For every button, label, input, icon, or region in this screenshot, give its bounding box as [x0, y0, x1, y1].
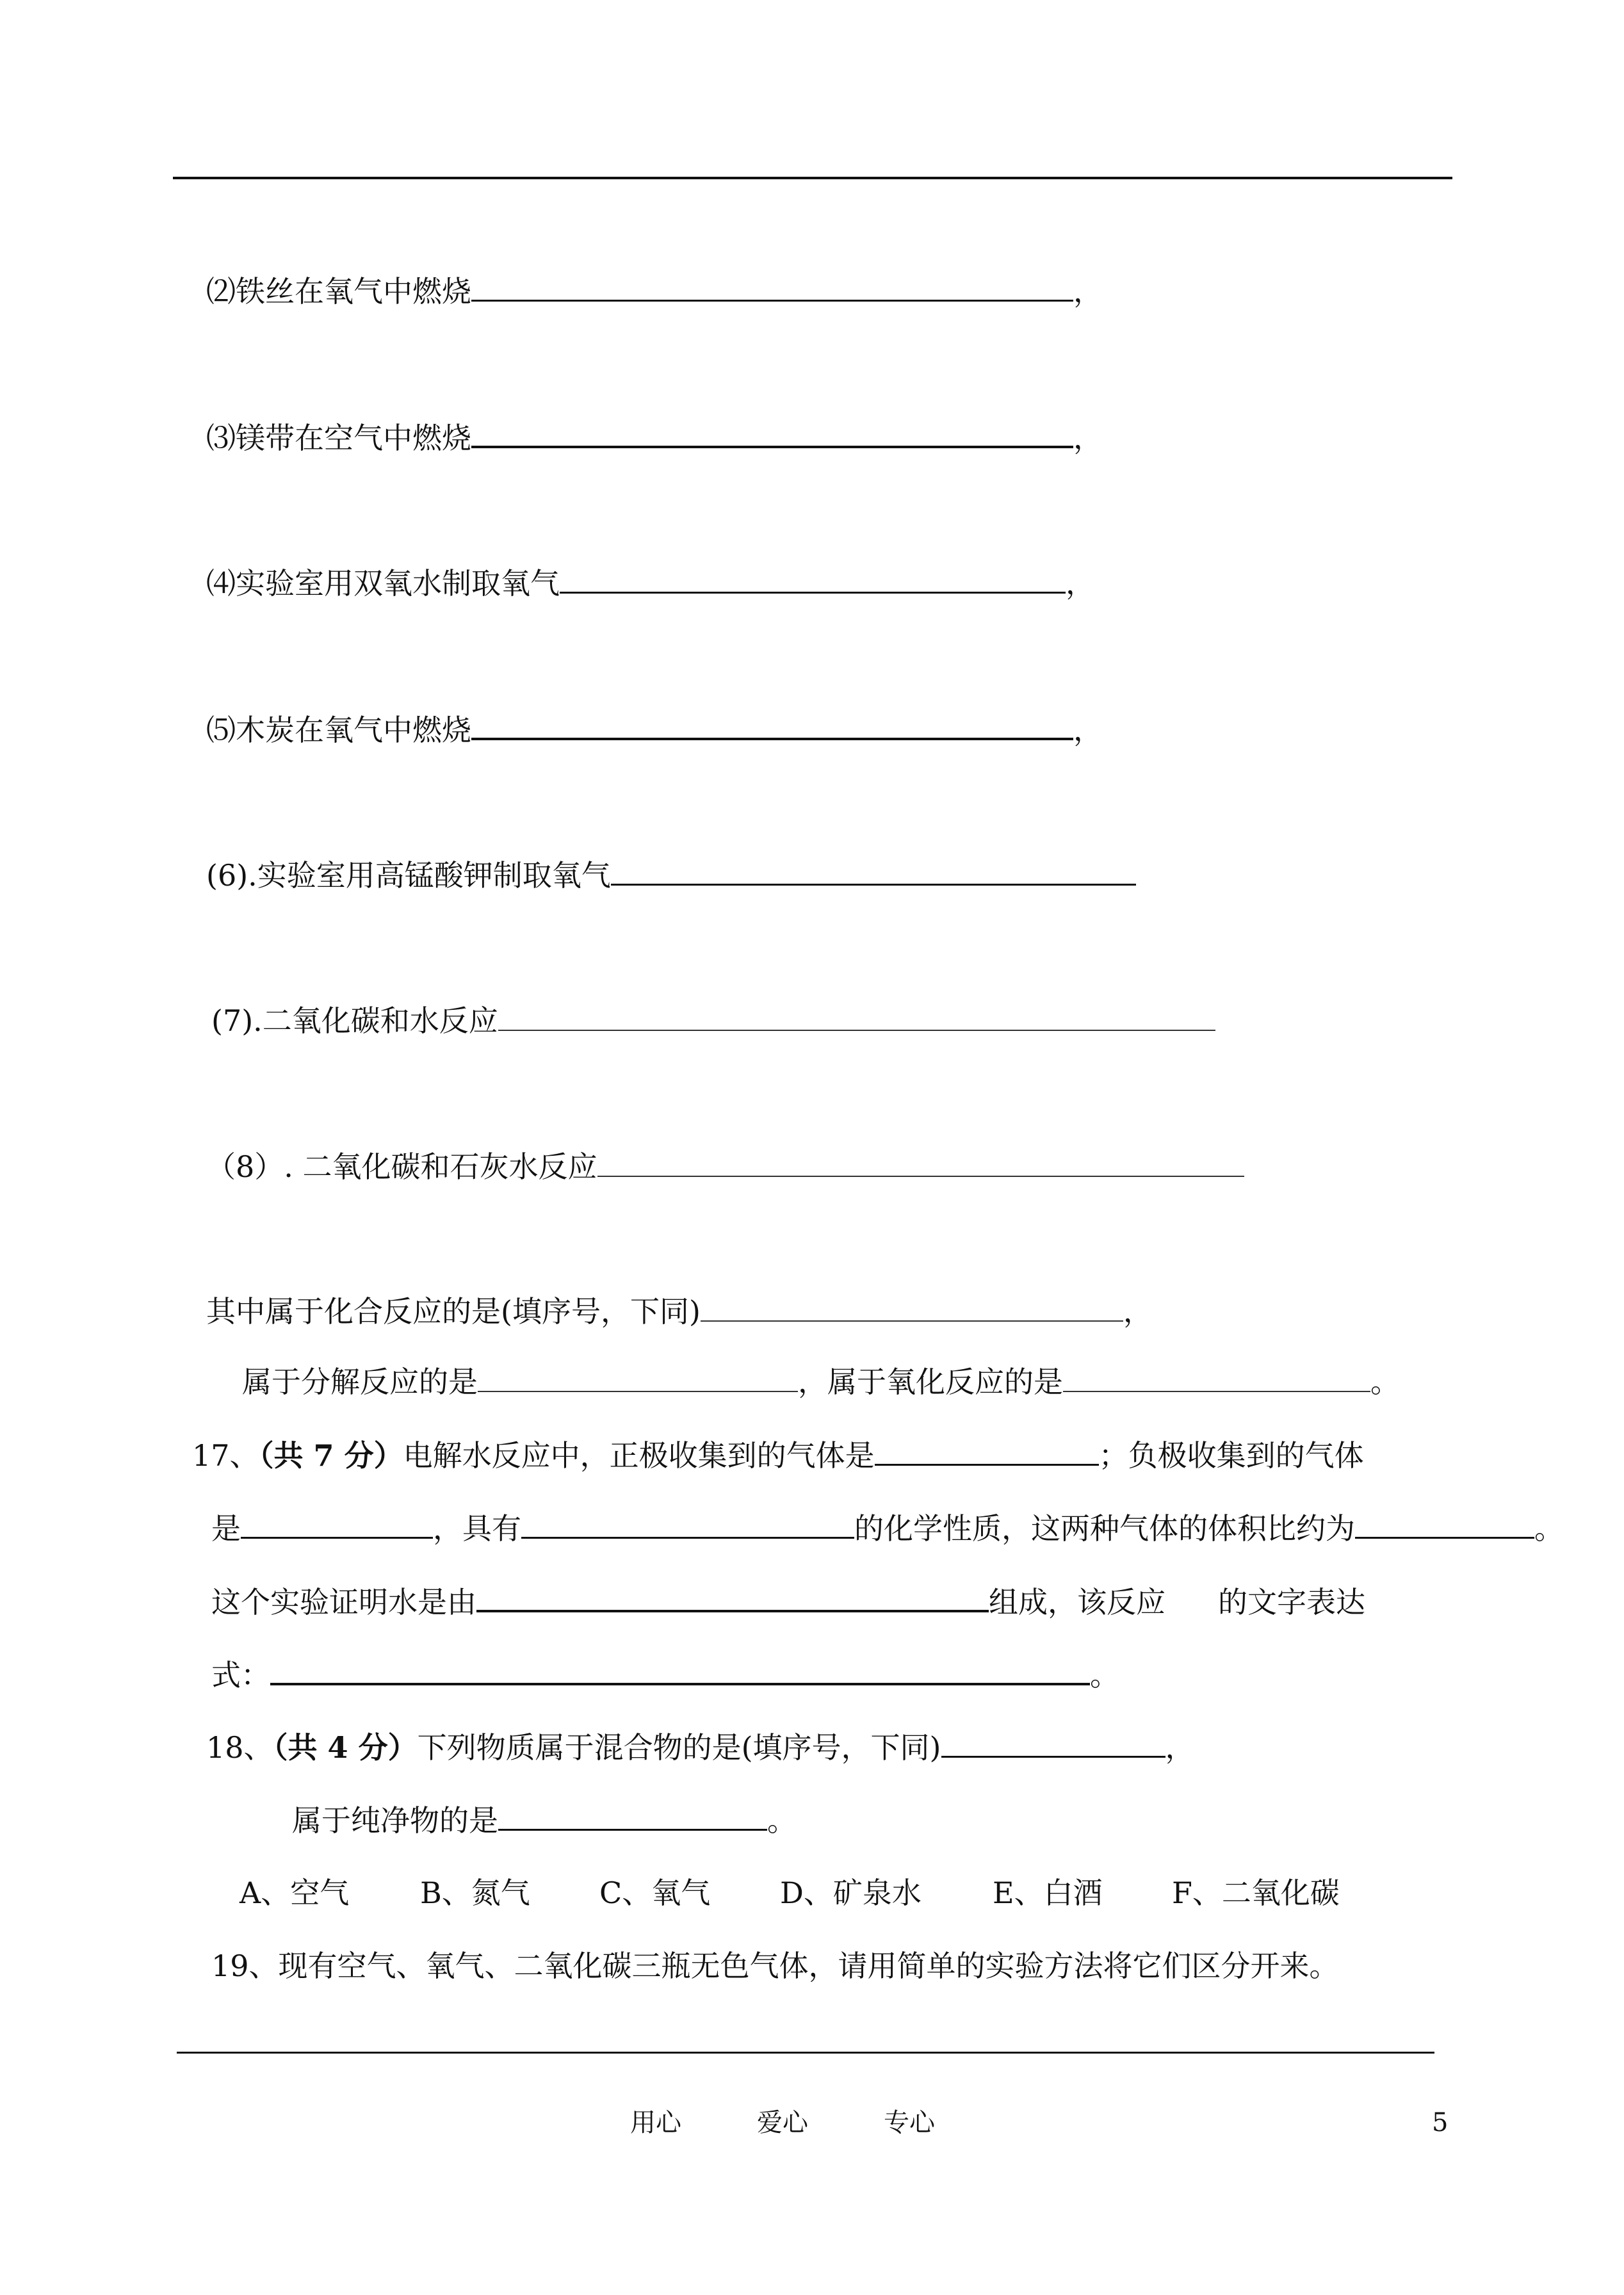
question-text: ；负极收集到的气体: [1098, 1438, 1364, 1473]
q16-item-4-end: ，: [1066, 566, 1095, 601]
q18-line-2: [292, 1801, 797, 1840]
footer-motto-3: 专心: [884, 2108, 935, 2137]
q17-line-2: [211, 1509, 1564, 1548]
q16-item-2: [206, 272, 1103, 311]
q16-item-8: [206, 1148, 1244, 1186]
question-text: 组成，该反应: [989, 1585, 1165, 1619]
q17-line-1: [192, 1436, 1364, 1475]
punctuation: ，: [1165, 1730, 1195, 1765]
answer-blank[interactable]: [597, 1148, 1244, 1177]
answer-blank[interactable]: [471, 710, 1073, 740]
answer-blank[interactable]: [1355, 1509, 1534, 1539]
score: （共 7 分）: [259, 1438, 403, 1473]
q16-item-6: [206, 856, 1136, 895]
answer-blank[interactable]: [270, 1655, 1090, 1685]
question-text: 的化学性质，这两种气体的体积比约为: [854, 1511, 1355, 1546]
question-text: 的文字表达: [1218, 1585, 1365, 1619]
footer-motto-2: 爱心: [757, 2108, 808, 2137]
q16-item-5-end: ，: [1073, 713, 1103, 747]
punctuation: 。: [1090, 1658, 1119, 1692]
answer-blank[interactable]: [521, 1509, 854, 1539]
option-f: F、二氧化碳: [1172, 1876, 1340, 1910]
answer-blank[interactable]: [471, 272, 1073, 302]
punctuation: 。: [1370, 1365, 1400, 1399]
footer-motto-1: 用心: [630, 2108, 681, 2137]
q16-item-8-label: （8）. 二氧化碳和石灰水反应: [206, 1149, 597, 1184]
q16-decomp-oxid: [242, 1363, 1400, 1401]
punctuation: 。: [767, 1803, 797, 1838]
answer-blank[interactable]: [941, 1728, 1165, 1758]
oxidation-label: ，属于氧化反应的是: [798, 1365, 1063, 1399]
q16-item-3-label: ⑶镁带在空气中燃烧: [206, 421, 471, 455]
q16-item-7-label: (7).二氧化碳和水反应: [211, 1003, 498, 1038]
q16-item-4-label: ⑷实验室用双氧水制取氧气: [206, 566, 560, 601]
punctuation: ，: [1123, 1294, 1153, 1329]
q17-line-3: [211, 1582, 1365, 1621]
answer-blank[interactable]: [498, 1002, 1215, 1031]
answer-blank[interactable]: [478, 1363, 798, 1392]
q16-item-6-label: (6).实验室用高锰酸钾制取氧气: [206, 858, 611, 893]
answer-blank[interactable]: [498, 1801, 767, 1831]
decomposition-label: 属于分解反应的是: [242, 1365, 478, 1399]
answer-blank[interactable]: [471, 418, 1073, 448]
page-number: 5: [1432, 2108, 1449, 2137]
q16-item-2-label: ⑵铁丝在氧气中燃烧: [206, 274, 471, 309]
combination-label: 其中属于化合反应的是(填序号，下同): [206, 1294, 701, 1329]
question-text: ，具有: [433, 1511, 521, 1546]
answer-blank[interactable]: [560, 564, 1066, 594]
option-a: A、空气: [240, 1876, 350, 1910]
answer-blank[interactable]: [701, 1292, 1123, 1322]
q16-item-7: [211, 1002, 1215, 1040]
option-e: E、白酒: [993, 1876, 1103, 1910]
answer-blank[interactable]: [476, 1582, 989, 1612]
q17-line-4: [211, 1655, 1119, 1694]
question-text: 这个实验证明水是由: [211, 1585, 476, 1619]
question-text: 属于纯净物的是: [292, 1803, 498, 1838]
question-text: 19、现有空气、氧气、二氧化碳三瓶无色气体，请用简单的实验方法将它们区分开来。: [211, 1949, 1339, 1983]
q16-item-2-end: ，: [1073, 274, 1103, 309]
punctuation: 。: [1534, 1511, 1564, 1546]
question-number: 17、: [192, 1438, 259, 1473]
question-text: 下列物质属于混合物的是(填序号，下同): [417, 1730, 941, 1765]
answer-blank[interactable]: [241, 1509, 433, 1539]
option-d: D、矿泉水: [780, 1876, 922, 1910]
q16-combination: [206, 1292, 1153, 1331]
q16-item-3: [206, 418, 1103, 457]
answer-blank[interactable]: [611, 856, 1136, 886]
score: （共 4 分）: [273, 1730, 418, 1765]
header-rule: [173, 177, 1452, 179]
question-text: 是: [211, 1511, 241, 1546]
question-text: 式：: [211, 1658, 270, 1692]
option-b: B、氮气: [420, 1876, 530, 1910]
answer-blank[interactable]: [875, 1436, 1099, 1466]
q19-text: [211, 1947, 1339, 1985]
question-text: 电解水反应中，正极收集到的气体是: [403, 1438, 875, 1473]
answer-blank[interactable]: [1063, 1363, 1370, 1392]
footer-rule: [177, 2052, 1434, 2054]
question-number: 18、: [206, 1730, 273, 1765]
q16-item-3-end: ，: [1073, 421, 1103, 455]
q16-item-4: [206, 564, 1095, 603]
option-c: C、氧气: [599, 1876, 711, 1910]
q16-item-5-label: ⑸木炭在氧气中燃烧: [206, 713, 471, 747]
q16-item-5: [206, 710, 1103, 749]
q18-line-1: [206, 1728, 1195, 1767]
